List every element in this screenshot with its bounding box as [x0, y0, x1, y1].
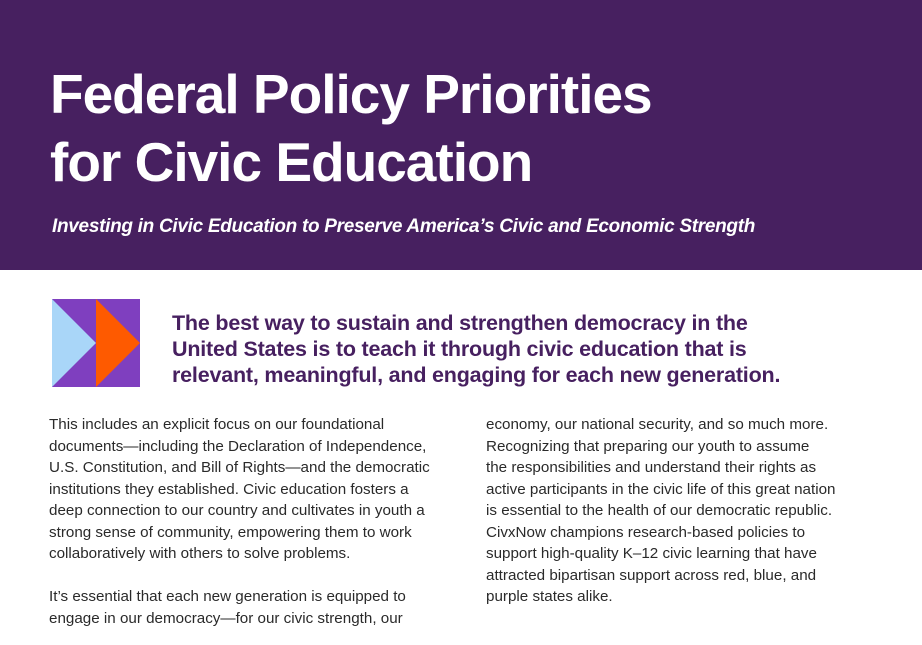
body-line: collaboratively with others to solve problems. — [49, 545, 351, 562]
body-line: support high-quality K–12 civic learning that have — [486, 545, 817, 562]
body-paragraph — [49, 586, 430, 629]
body-paragraph — [486, 414, 836, 608]
body-line: attracted bipartisan support across red, blue, and — [486, 566, 817, 584]
lead-line: The best way to sustain and strengthen democracy in the — [172, 311, 748, 335]
body-line: documents—including the Declaration of Independence, — [49, 437, 427, 455]
body-line: This includes an explicit focus on our foundational — [49, 416, 385, 433]
lead-line: United States is to teach it through civic education that is — [172, 337, 747, 361]
lead-statement — [172, 310, 780, 388]
lead-line: relevant, meaningful, and engaging for each new generation. — [172, 363, 781, 387]
body-line: engage in our democracy—for our civic strength, our — [49, 609, 403, 627]
body-line: U.S. Constitution, and Bill of Rights—and the democratic — [49, 459, 430, 476]
page-subtitle: Investing in Civic Education to Preserve America’s Civic and Economic Strength — [52, 216, 756, 237]
body-line: It’s essential that each new generation is equipped to — [49, 588, 406, 605]
body-column-right — [486, 414, 836, 608]
header-banner — [0, 0, 922, 270]
body-line: active participants in the civic life of this great nation — [486, 480, 836, 498]
body-column-left — [49, 414, 430, 629]
body-line: economy, our national security, and so much more. — [486, 416, 829, 433]
page-title-line: for Civic Education — [50, 131, 533, 193]
body-line: purple states alike. — [486, 588, 613, 605]
page-title-line: Federal Policy Priorities — [50, 63, 652, 125]
double-chevron-logo-icon — [52, 299, 140, 387]
body-line: Recognizing that preparing our youth to assume — [486, 437, 810, 455]
body-line: is essential to the health of our democratic republic. — [486, 502, 833, 519]
page-title — [50, 60, 652, 196]
body-line: strong sense of community, empowering them to work — [49, 523, 412, 541]
body-line: institutions they established. Civic education fosters a — [49, 480, 409, 498]
body-line: the responsibilities and understand their rights as — [486, 459, 817, 476]
body-line: deep connection to our country and cultivates in youth a — [49, 502, 425, 519]
body-paragraph — [49, 414, 430, 565]
body-line: CivxNow champions research-based policies to — [486, 523, 806, 541]
